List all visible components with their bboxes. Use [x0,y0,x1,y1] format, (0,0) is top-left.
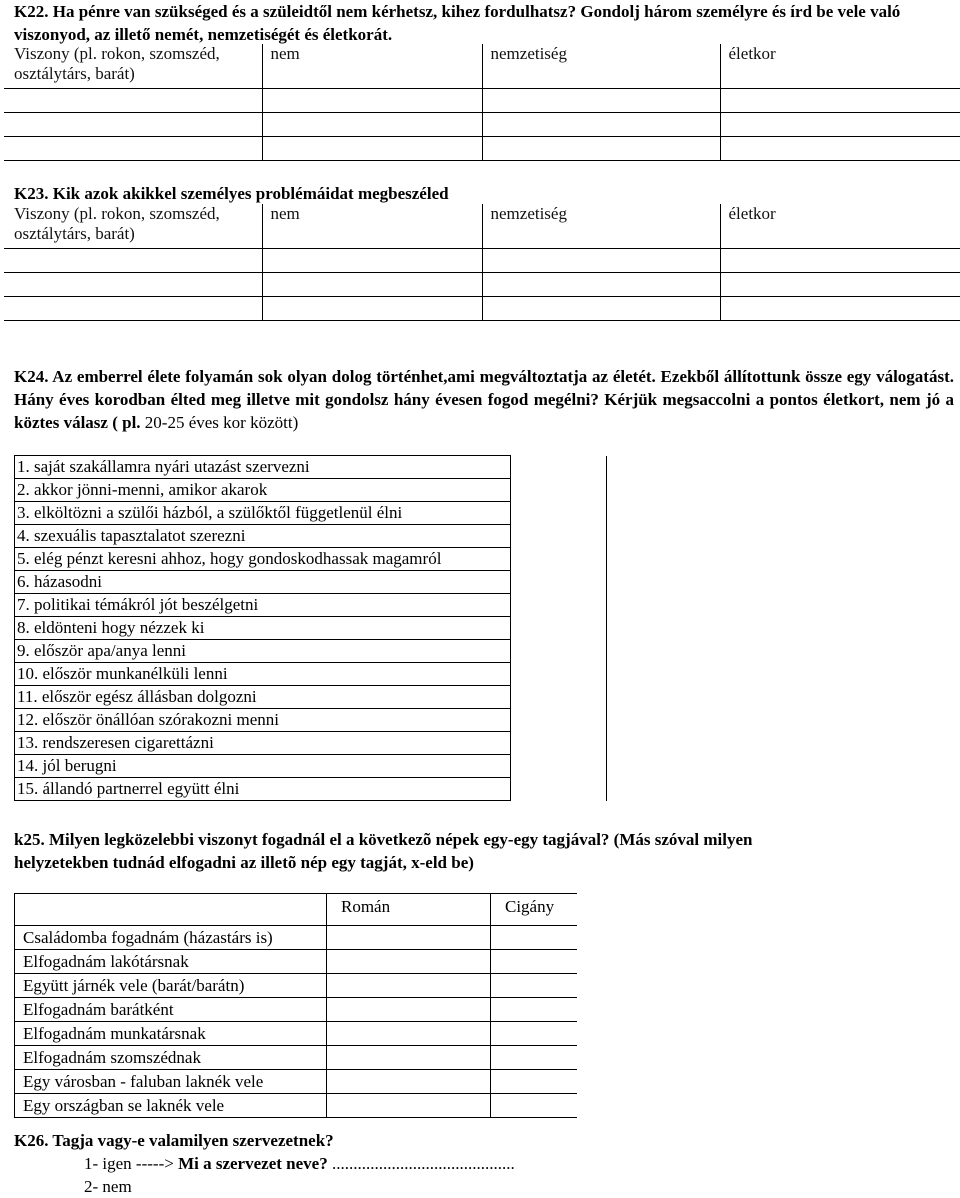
k23-cell[interactable] [4,272,262,296]
k23-cell[interactable] [720,272,960,296]
life-event-age-answer[interactable] [511,502,607,525]
k23-cell[interactable] [482,248,720,272]
life-event-row [15,617,607,640]
k25-acceptance-table [14,893,577,1118]
life-event-label: 2. akkor jönni-menni, amikor akarok [15,479,511,502]
life-event-label: 9. először apa/anya lenni [15,640,511,663]
life-event-label: 7. politikai témákról jót beszélgetni [15,594,511,617]
k22-cell[interactable] [482,136,720,160]
acceptance-mark-roma[interactable] [491,1046,577,1070]
life-event-row [15,479,607,502]
k23-cell[interactable] [720,296,960,320]
acceptance-row [15,950,577,974]
life-event-label: 11. először egész állásban dolgozni [15,686,511,709]
k22-cell[interactable] [262,112,482,136]
acceptance-row [15,1046,577,1070]
acceptance-situation: Együtt járnék vele (barát/barátn) [15,974,327,998]
acceptance-row [15,1070,577,1094]
k22-cell[interactable] [262,88,482,112]
acceptance-situation: Elfogadnám szomszédnak [15,1046,327,1070]
life-event-label: 13. rendszeresen cigarettázni [15,732,511,755]
life-event-row [15,548,607,571]
k23-cell[interactable] [4,248,262,272]
k23-cell[interactable] [262,272,482,296]
k23-cell[interactable] [482,272,720,296]
life-event-row [15,640,607,663]
life-event-row [15,732,607,755]
acceptance-situation: Egy országban se laknék vele [15,1094,327,1118]
life-event-row [15,686,607,709]
k25-header-roma: Cigány [491,894,577,926]
life-event-label: 1. saját szakállamra nyári utazást szervezni [15,456,511,479]
k23-cell[interactable] [482,296,720,320]
life-event-label: 12. először önállóan szórakozni menni [15,709,511,732]
life-event-label: 3. elköltözni a szülői házból, a szülőktől függetlenül élni [15,502,511,525]
k25-header-blank [15,894,327,926]
acceptance-row [15,926,577,950]
life-event-age-answer[interactable] [511,709,607,732]
k26-organisation-answer-line[interactable]: ........................................... [327,1154,515,1173]
acceptance-row [15,1094,577,1118]
life-event-row [15,594,607,617]
acceptance-mark-roma[interactable] [491,926,577,950]
k22-header-relation: Viszony (pl. rokon, szomszéd, osztálytárs, barát) [4,44,262,88]
acceptance-mark-roma[interactable] [491,998,577,1022]
k23-cell[interactable] [720,248,960,272]
acceptance-mark-romanian[interactable] [327,926,491,950]
k23-question: K23. Kik azok akikkel személyes problémáidat megbeszéled [14,184,449,203]
life-event-row [15,502,607,525]
life-event-row [15,778,607,801]
acceptance-mark-romanian[interactable] [327,1046,491,1070]
k23-answer-row [4,248,960,272]
acceptance-situation: Családomba fogadnám (házastárs is) [15,926,327,950]
acceptance-situation: Elfogadnám munkatársnak [15,1022,327,1046]
life-event-row [15,571,607,594]
k26-option-no[interactable]: 2- nem [84,1177,132,1196]
acceptance-mark-romanian[interactable] [327,974,491,998]
life-event-label: 6. házasodni [15,571,511,594]
k23-cell[interactable] [4,296,262,320]
life-event-age-answer[interactable] [511,778,607,801]
k26-option-yes[interactable] [84,1152,515,1175]
k24-question [14,365,954,434]
k22-header-nationality: nemzetiség [482,44,720,88]
acceptance-situation: Elfogadnám barátként [15,998,327,1022]
k23-header-sex: nem [262,204,482,248]
life-event-age-answer[interactable] [511,456,607,479]
life-event-label: 4. szexuális tapasztalatot szerezni [15,525,511,548]
life-event-row [15,663,607,686]
acceptance-mark-romanian[interactable] [327,1094,491,1118]
life-event-age-answer[interactable] [511,640,607,663]
acceptance-row [15,998,577,1022]
k23-cell[interactable] [262,248,482,272]
acceptance-mark-romanian[interactable] [327,950,491,974]
k22-cell[interactable] [720,112,960,136]
k22-question: K22. Ha pénre van szükséged és a szüleidtől nem kérhetsz, kihez fordulhatsz? Gondolj három személyre és írd be vele való viszonyod, az illető nemét, nemzetiségét és életkorát. [14,2,901,44]
k24-life-events-table [14,455,607,801]
k25-question: k25. Milyen legközelebbi viszonyt fogadnál el a következõ népek egy-egy tagjával? (Más szóval milyen helyzetekben tudnád elfogadni az illetõ nép egy tagját, x-eld be) [14,830,753,872]
life-event-age-answer[interactable] [511,732,607,755]
acceptance-situation: Elfogadnám lakótársnak [15,950,327,974]
life-event-age-answer[interactable] [511,525,607,548]
k23-header-nationality: nemzetiség [482,204,720,248]
life-event-label: 15. állandó partnerrel együtt élni [15,778,511,801]
k22-cell[interactable] [262,136,482,160]
k25-header-row [15,894,577,926]
k23-header-age: életkor [720,204,960,248]
k23-cell[interactable] [262,296,482,320]
k22-answer-row [4,112,960,136]
life-event-age-answer[interactable] [511,686,607,709]
k26-organisation-question: Mi a szervezet neve? [178,1154,328,1173]
k22-header-sex: nem [262,44,482,88]
k23-answer-row [4,296,960,320]
acceptance-mark-roma[interactable] [491,1070,577,1094]
k22-cell[interactable] [720,136,960,160]
k22-answer-row [4,136,960,160]
life-event-label: 8. eldönteni hogy nézzek ki [15,617,511,640]
k25-header-romanian: Román [327,894,491,926]
life-event-label: 14. jól berugni [15,755,511,778]
acceptance-mark-romanian[interactable] [327,1070,491,1094]
life-event-age-answer[interactable] [511,755,607,778]
k24-question-example: 20-25 éves kor között) [140,413,299,432]
k22-cell[interactable] [720,88,960,112]
acceptance-mark-roma[interactable] [491,1022,577,1046]
k22-header-age: életkor [720,44,960,88]
k23-header-row [4,204,960,248]
life-event-label: 5. elég pénzt keresni ahhoz, hogy gondoskodhassak magamról [15,548,511,571]
acceptance-mark-romanian[interactable] [327,998,491,1022]
life-event-row [15,755,607,778]
k22-answer-row [4,88,960,112]
acceptance-mark-roma[interactable] [491,950,577,974]
k22-cell[interactable] [4,88,262,112]
acceptance-mark-roma[interactable] [491,974,577,998]
life-event-row [15,456,607,479]
life-event-age-answer[interactable] [511,617,607,640]
life-event-label: 10. először munkanélküli lenni [15,663,511,686]
acceptance-mark-romanian[interactable] [327,1022,491,1046]
life-event-age-answer[interactable] [511,594,607,617]
life-event-age-answer[interactable] [511,663,607,686]
k22-cell[interactable] [4,112,262,136]
k23-header-relation: Viszony (pl. rokon, szomszéd, osztálytárs, barát) [4,204,262,248]
life-event-age-answer[interactable] [511,548,607,571]
k22-cell[interactable] [482,112,720,136]
life-event-row [15,525,607,548]
k22-cell[interactable] [4,136,262,160]
k24-question-bold: K24. Az emberrel élete folyamán sok olyan dolog történhet,ami megváltoztatja az életét. Ezekből állítottunk össze egy válogatást. Hány éves korodban élted meg illetve mit gondolsz hány évesen fogod megélni? Kérjük megsaccolni a pontos életkort, nem jó a köztes válasz ( pl. [14,367,954,432]
k22-table [4,44,960,161]
k22-cell[interactable] [482,88,720,112]
acceptance-row [15,974,577,998]
k23-answer-row [4,272,960,296]
life-event-age-answer[interactable] [511,571,607,594]
life-event-age-answer[interactable] [511,479,607,502]
k26-option-yes-label: 1- igen -----> [84,1154,179,1173]
acceptance-row [15,1022,577,1046]
k22-header-row [4,44,960,88]
k26-question: K26. Tagja vagy-e valamilyen szervezetnek? [14,1131,334,1150]
life-event-row [15,709,607,732]
acceptance-mark-roma[interactable] [491,1094,577,1118]
k23-table [4,204,960,321]
acceptance-situation: Egy városban - faluban laknék vele [15,1070,327,1094]
